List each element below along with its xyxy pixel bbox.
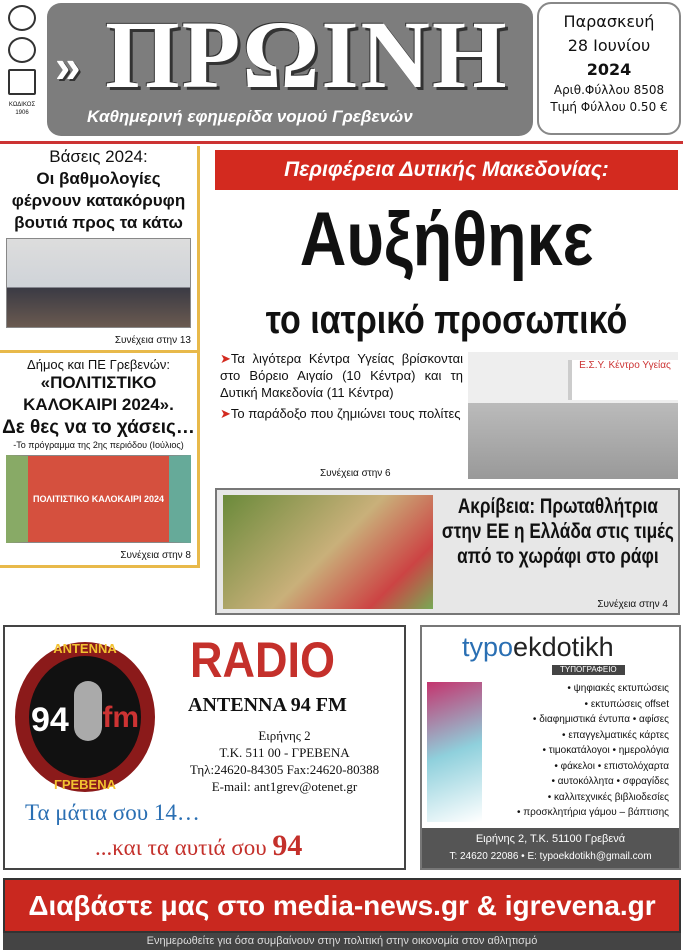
radio-ad[interactable] (3, 625, 406, 870)
contact-footer: Ειρήνης 2, Τ.Κ. 51100 Γρεβενά T: 24620 22086 • E: typoekdotikh@gmail.com (422, 828, 679, 868)
microphone-icon (74, 681, 102, 741)
lead-headline[interactable]: Αυξήθηκε (299, 197, 594, 282)
date: 28 Ιουνίου (567, 36, 651, 55)
health-center-photo (468, 352, 678, 479)
exam-photo (6, 238, 191, 328)
seal-icon (8, 37, 36, 63)
arrow-icon: ➤ (220, 351, 231, 366)
photo-sign: Ε.Σ.Υ. Κέντρο Υγείας (568, 360, 678, 400)
radio-title: RADIO (190, 632, 335, 688)
typo-logo: typoekdotikh (462, 632, 614, 662)
footer-tagline: Ενημερωθείτε για όσα συμβαίνουν στην πολιτική στην οικονομία στον αθλητισμό (3, 933, 681, 950)
antenna-logo: ΑΝΤΕΝΝΑ 94 fm ΓΡΕΒΕΝΑ (15, 642, 155, 792)
masthead (47, 3, 533, 136)
divider (0, 141, 683, 144)
subheadline: -Το πρόγραμμα της 2ης περιόδου (Ιούλιος) (13, 440, 184, 450)
left-column (0, 146, 200, 568)
supermarket-photo (223, 495, 433, 609)
newspaper-subtitle: Καθημερινή εφημερίδα νομού Γρεβενών (87, 107, 413, 126)
article-exams[interactable] (0, 146, 200, 350)
issue-number: Αριθ.Φύλλου 8508 (553, 83, 665, 97)
lead-headline-2: το ιατρικό προσωπικό (265, 298, 628, 342)
bullet: ➤Το παράδοξο που ζημιώνει τους πολίτες (220, 406, 461, 421)
stamp-code: ΚΩΔΙΚΟΣ 1906 (8, 102, 36, 116)
elta-stamp-icon (8, 5, 36, 31)
article-culture[interactable] (0, 353, 200, 565)
paper-swirl-graphic (427, 682, 482, 822)
continued-label: Συνέχεια στην 6 (320, 468, 391, 479)
website-banner[interactable]: Διαβάστε μας στο media-news.gr & igrevena.gr (3, 878, 681, 933)
headline-2: Δε θες να το χάσεις… (2, 417, 195, 438)
headline: «ΠΟΛΙΤΙΣΤΙΚΟ ΚΑΛΟΚΑΙΡΙ 2024». (23, 373, 174, 414)
continued-label: Συνέχεια στην 13 (114, 335, 191, 346)
day: Παρασκευή (563, 12, 655, 31)
arrow-icon: ➤ (220, 406, 231, 421)
services-list: • ψηφιακές εκτυπώσεις • εκτυπώσεις offset • διαφημιστικά έντυπα • αφίσες • επαγγελματικές κάρτες • τιμοκατάλογοι • ημερολόγια • φάκελοι • επιστολόχαρτα • αυτοκόλλητα • σφραγίδες • καλλιτεχνικές βιβλιοδεσίες • προσκλητήρια γάμου – βάπτισης (517, 683, 669, 818)
motto-1: Τα μάτια σου 14… (25, 800, 200, 825)
year: 2024 (586, 60, 632, 79)
continued-label: Συνέχεια στην 4 (597, 599, 668, 610)
contact: Ειρήνης 2 Τ.Κ. 511 00 - ΓΡΕΒΕΝΑ Τηλ:24620-84305 Fax:24620-80388 E-mail: ant1grev@otenet.gr (189, 728, 380, 794)
article-prices[interactable] (215, 488, 680, 615)
barcode-icon (8, 69, 36, 95)
arrow-icon: » (55, 40, 81, 92)
bullet: ➤Τα λιγότερα Κέντρα Υγείας βρίσκονται στο Βόρειο Αιγαίο (10 Κέντρα) και τη Δυτική Μακεδονία (11 Κέντρα) (220, 351, 463, 400)
print-shop-ad[interactable] (420, 625, 681, 870)
date-box (537, 2, 681, 135)
kicker: Βάσεις 2024: (49, 147, 148, 166)
headline: Ακρίβεια: Πρωταθλήτρια στην ΕΕ η Ελλάδα στις τιμές από το χωράφι στο ράφι (441, 495, 674, 568)
lead-banner: Περιφέρεια Δυτικής Μακεδονίας: (215, 150, 678, 190)
motto-2: ...και τα αυτιά σου 94 (95, 829, 303, 862)
price: Τιμή Φύλλου 0.50 € (550, 100, 668, 114)
divider (0, 565, 200, 568)
poster: ΠΟΛΙΤΙΣΤΙΚΟ ΚΑΛΟΚΑΙΡΙ 2024 (6, 455, 191, 543)
continued-label: Συνέχεια στην 8 (120, 550, 191, 561)
lead-bullets (220, 350, 463, 422)
newspaper-title: ΠΡΩΙΝΗ (105, 3, 509, 108)
tagline: ΤΥΠΟΓΡΑΦΕΙΟ (552, 665, 625, 675)
station-name: ANTENNA 94 FM (188, 694, 347, 716)
postal-stamps (2, 5, 42, 135)
kicker: Δήμος και ΠΕ Γρεβενών: (27, 357, 170, 372)
headline: Οι βαθμολογίες φέρνουν κατακόρυφη βουτιά προς τα κάτω (11, 169, 186, 232)
